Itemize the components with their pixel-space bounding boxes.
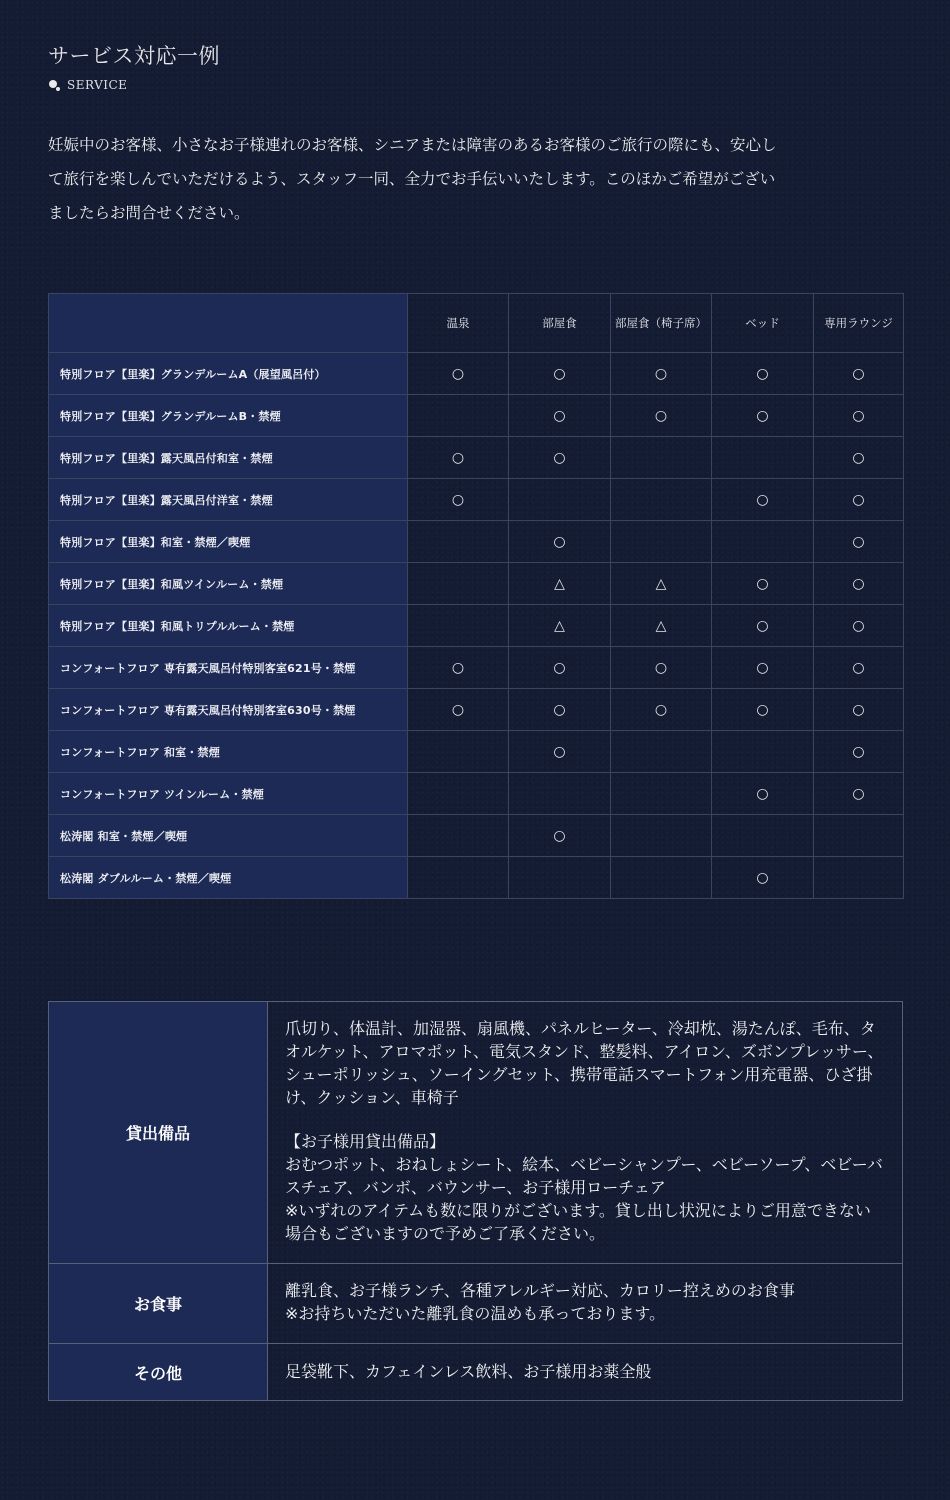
availability-cell: ○: [509, 689, 611, 731]
availability-cell: ○: [509, 395, 611, 437]
table-row: [49, 773, 904, 815]
availability-cell: ○: [712, 605, 814, 647]
table-row: [49, 437, 904, 479]
availability-cell: ○: [509, 353, 611, 395]
availability-cell: ○: [509, 815, 611, 857]
amenity-content: [268, 1264, 903, 1344]
room-name-cell: コンフォートフロア 専有露天風呂付特別客室630号・禁煙: [49, 689, 408, 731]
availability-cell: [712, 731, 814, 773]
kids-heading: 【お子様用貸出備品】: [285, 1132, 446, 1151]
section-subtitle: [48, 78, 127, 92]
meal-text: 離乳食、お子様ランチ、各種アレルギー対応、カロリー控えめのお食事: [285, 1281, 795, 1300]
availability-cell: ○: [408, 353, 509, 395]
availability-cell: [611, 437, 712, 479]
availability-cell: [408, 563, 509, 605]
availability-cell: [408, 773, 509, 815]
column-header: 温泉: [408, 294, 509, 353]
availability-cell: ○: [814, 437, 904, 479]
availability-cell: △: [611, 563, 712, 605]
room-name-cell: 特別フロア【里楽】グランデルームB・禁煙: [49, 395, 408, 437]
table-row: [49, 857, 904, 899]
availability-cell: [712, 437, 814, 479]
room-name-cell: 特別フロア【里楽】和室・禁煙／喫煙: [49, 521, 408, 563]
room-name-cell: コンフォートフロア 専有露天風呂付特別客室621号・禁煙: [49, 647, 408, 689]
availability-cell: ○: [814, 521, 904, 563]
table-row: [49, 815, 904, 857]
availability-cell: ○: [814, 731, 904, 773]
availability-cell: [509, 479, 611, 521]
room-name-cell: コンフォートフロア 和室・禁煙: [49, 731, 408, 773]
header-corner-cell: [49, 294, 408, 353]
availability-cell: ○: [712, 857, 814, 899]
availability-cell: [408, 815, 509, 857]
availability-cell: ○: [712, 479, 814, 521]
table-row: [49, 605, 904, 647]
room-name-cell: 特別フロア【里楽】和風ツインルーム・禁煙: [49, 563, 408, 605]
lend-note: ※いずれのアイテムも数に限りがございます。貸し出し状況によりご用意できない場合もございますので予めご了承ください。: [285, 1201, 871, 1243]
room-name-cell: 特別フロア【里楽】露天風呂付和室・禁煙: [49, 437, 408, 479]
availability-cell: ○: [611, 395, 712, 437]
availability-cell: ○: [408, 437, 509, 479]
amenity-row-meal: [49, 1264, 903, 1344]
room-name-cell: 松涛閣 和室・禁煙／喫煙: [49, 815, 408, 857]
other-text: 足袋靴下、カフェインレス飲料、お子様用お薬全般: [285, 1361, 652, 1381]
table-row: [49, 731, 904, 773]
availability-cell: [611, 479, 712, 521]
availability-cell: ○: [814, 395, 904, 437]
availability-cell: ○: [712, 647, 814, 689]
availability-cell: [611, 521, 712, 563]
availability-cell: ○: [712, 395, 814, 437]
availability-cell: ○: [408, 479, 509, 521]
availability-cell: [509, 773, 611, 815]
availability-cell: ○: [814, 563, 904, 605]
amenity-table: [48, 1001, 903, 1401]
room-name-cell: 特別フロア【里楽】和風トリプルルーム・禁煙: [49, 605, 408, 647]
availability-cell: [509, 857, 611, 899]
availability-cell: [611, 857, 712, 899]
amenity-row-other: [49, 1344, 903, 1401]
amenity-row-lend: [49, 1002, 903, 1264]
table-row: [49, 521, 904, 563]
table-row: [49, 689, 904, 731]
intro-line: ましたらお問合せください。: [48, 204, 250, 222]
availability-cell: [814, 857, 904, 899]
availability-cell: △: [509, 563, 611, 605]
availability-cell: ○: [509, 437, 611, 479]
availability-cell: ○: [712, 353, 814, 395]
table-row: [49, 647, 904, 689]
service-table-header-row: [49, 294, 904, 353]
availability-cell: ○: [611, 647, 712, 689]
table-row: [49, 395, 904, 437]
availability-cell: [712, 815, 814, 857]
section-subtitle-text: SERVICE: [67, 78, 128, 92]
amenity-label: 貸出備品: [49, 1002, 268, 1264]
column-header: ベッド: [712, 294, 814, 353]
amenity-content: [268, 1002, 903, 1264]
availability-cell: [611, 815, 712, 857]
service-table-body: [49, 353, 904, 899]
amenity-content: [268, 1344, 903, 1401]
availability-cell: [408, 395, 509, 437]
table-row: [49, 563, 904, 605]
availability-cell: ○: [814, 773, 904, 815]
dots-icon: [48, 79, 61, 92]
availability-cell: [712, 521, 814, 563]
availability-cell: ○: [814, 647, 904, 689]
availability-cell: ○: [509, 521, 611, 563]
room-name-cell: 松涛閣 ダブルルーム・禁煙／喫煙: [49, 857, 408, 899]
intro-text: [48, 128, 898, 230]
availability-cell: ○: [611, 689, 712, 731]
availability-cell: [408, 605, 509, 647]
availability-cell: [814, 815, 904, 857]
column-header: 部屋食: [509, 294, 611, 353]
availability-cell: ○: [712, 773, 814, 815]
kids-items-text: おむつポット、おねしょシート、絵本、ベビーシャンプー、ベビーソープ、ベビーバスチェア、バンボ、バウンサー、お子様用ローチェア: [285, 1155, 883, 1197]
intro-line: て旅行を楽しんでいただけるよう、スタッフ一同、全力でお手伝いいたします。このほかご希望がござい: [48, 170, 776, 188]
room-name-cell: 特別フロア【里楽】グランデルームA（展望風呂付）: [49, 353, 408, 395]
availability-cell: [611, 731, 712, 773]
availability-cell: ○: [814, 353, 904, 395]
availability-cell: ○: [408, 647, 509, 689]
column-header: 部屋食（椅子席）: [611, 294, 712, 353]
availability-cell: [408, 731, 509, 773]
availability-cell: [408, 521, 509, 563]
service-table: [48, 293, 904, 899]
availability-cell: [408, 857, 509, 899]
room-name-cell: コンフォートフロア ツインルーム・禁煙: [49, 773, 408, 815]
availability-cell: ○: [509, 647, 611, 689]
intro-line: 妊娠中のお客様、小さなお子様連れのお客様、シニアまたは障害のあるお客様のご旅行の際にも、安心し: [48, 136, 777, 154]
availability-cell: ○: [509, 731, 611, 773]
column-header: 専用ラウンジ: [814, 294, 904, 353]
lend-general-text: 爪切り、体温計、加湿器、扇風機、パネルヒーター、冷却枕、湯たんぽ、毛布、タオルケット、アロマポット、電気スタンド、整髪料、アイロン、ズボンプレッサー、シューポリッシュ、ソーイングセット、携帯電話スマートフォン用充電器、ひざ掛け、クッション、車椅子: [285, 1019, 884, 1107]
availability-cell: [611, 773, 712, 815]
availability-cell: ○: [814, 479, 904, 521]
availability-cell: ○: [408, 689, 509, 731]
meal-note: ※お持ちいただいた離乳食の温めも承っております。: [285, 1304, 666, 1323]
availability-cell: △: [509, 605, 611, 647]
page-title: サービス対応一例: [48, 44, 220, 68]
amenity-label: その他: [49, 1344, 268, 1401]
availability-cell: ○: [814, 689, 904, 731]
availability-cell: ○: [814, 605, 904, 647]
availability-cell: ○: [611, 353, 712, 395]
room-name-cell: 特別フロア【里楽】露天風呂付洋室・禁煙: [49, 479, 408, 521]
table-row: [49, 353, 904, 395]
availability-cell: ○: [712, 689, 814, 731]
availability-cell: △: [611, 605, 712, 647]
table-row: [49, 479, 904, 521]
amenity-label: お食事: [49, 1264, 268, 1344]
availability-cell: ○: [712, 563, 814, 605]
